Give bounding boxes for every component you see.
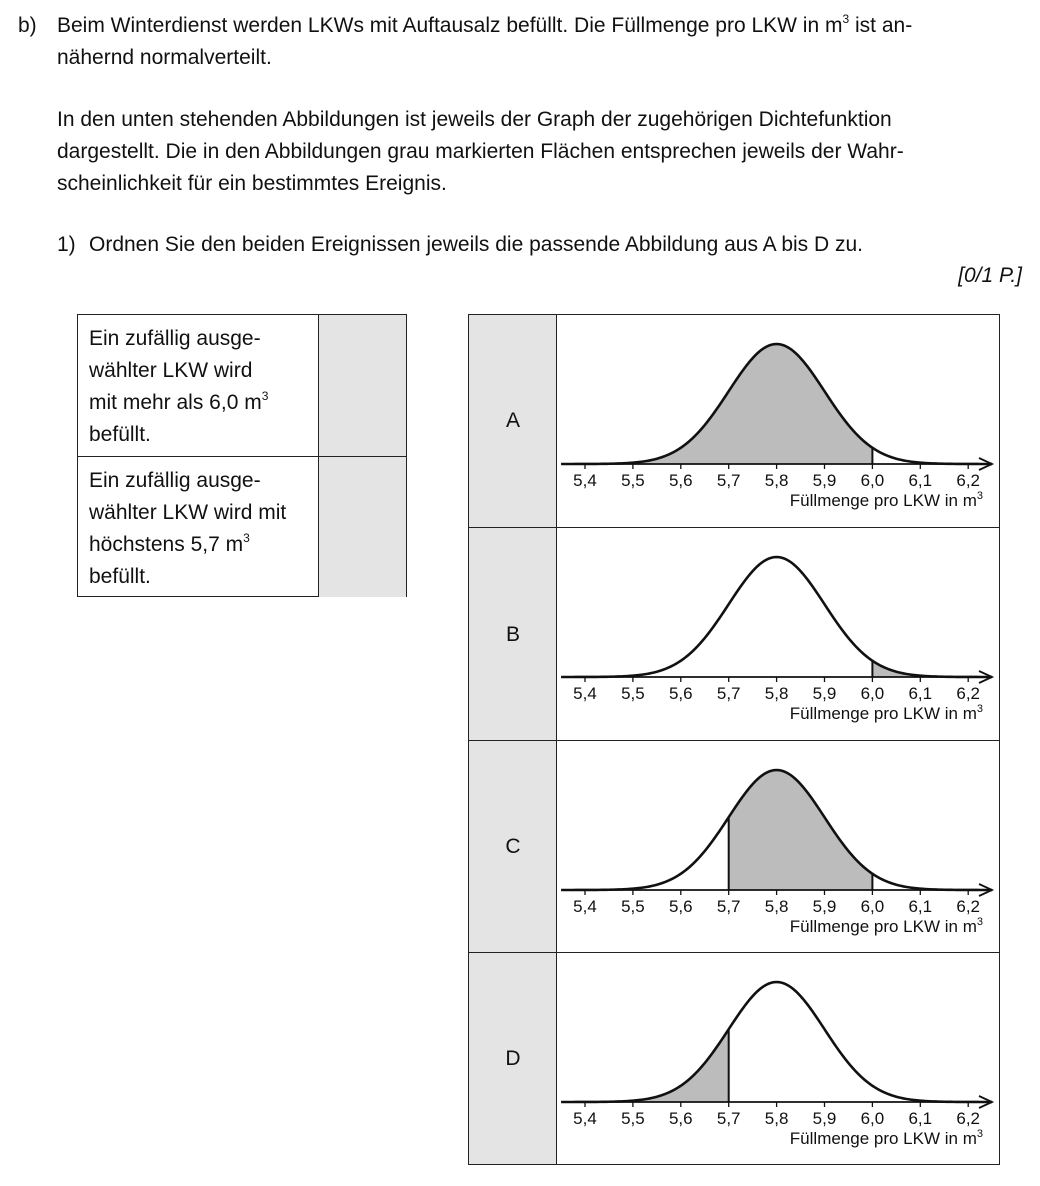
x-tick-label: 5,5 (621, 897, 645, 916)
intro-line: nähernd normalverteilt. (57, 46, 272, 69)
x-tick-label: 5,7 (716, 684, 741, 703)
context-line: In den unten stehenden Abbildungen ist jeweils der Graph der zugehörigen Dichtefunktion (57, 108, 892, 131)
x-tick-label: 5,8 (764, 471, 789, 490)
x-tick-label: 5,5 (621, 684, 645, 703)
x-tick-label: 6,2 (956, 897, 981, 916)
x-axis-label: Füllmenge pro LKW in $m^3$ (789, 916, 983, 936)
x-tick-label: 5,4 (573, 1109, 597, 1128)
x-tick-label: 6,0 (860, 684, 885, 703)
x-axis-label: Füllmenge pro LKW in $m^3$ (789, 490, 983, 510)
x-tick-label: 5,8 (764, 684, 789, 703)
intro-line: Beim Winterdienst werden LKWs mit Auftausalz befüllt. Die Füllmenge pro LKW in $m^3$ ist an- (57, 12, 913, 37)
figure-row-b (469, 527, 999, 741)
event-row (78, 315, 406, 456)
x-tick-label: 5,6 (668, 471, 693, 490)
figure-row-a (469, 315, 999, 527)
figure-row-c (469, 740, 999, 953)
density-graph-d (558, 953, 998, 1164)
x-tick-label: 5,8 (764, 897, 789, 916)
figure-letter: A (505, 409, 520, 432)
x-tick-label: 6,2 (956, 1109, 981, 1128)
x-tick-label: 5,9 (812, 471, 837, 490)
context-line: dargestellt. Die in den Abbildungen grau markierten Flächen entsprechen jeweils der Wahr- (57, 140, 904, 163)
answer-cell-event-2[interactable] (318, 457, 406, 597)
x-tick-label: 6,1 (908, 897, 933, 916)
x-tick-label: 5,7 (716, 1109, 741, 1128)
figure-letter-cell (469, 953, 557, 1164)
density-graph-c (558, 741, 998, 953)
subtask-text: Ordnen Sie den beiden Ereignissen jeweils die passende Abbildung aus A bis D zu. (89, 233, 864, 256)
answer-cell-event-1[interactable] (318, 315, 406, 456)
x-tick-label: 5,6 (668, 684, 693, 703)
figure-table (468, 314, 1000, 1165)
part-label: b) (18, 14, 37, 37)
x-tick-label: 6,0 (860, 897, 885, 916)
x-tick-label: 5,4 (573, 684, 597, 703)
x-tick-label: 5,4 (573, 897, 597, 916)
event-text: Ein zufällig ausge- wählter LKW wird mit höchstens 5,7 $m^3$ befüllt. (89, 469, 287, 588)
density-curve (561, 982, 992, 1102)
points-label: [0/1 P.] (958, 264, 1022, 287)
x-tick-label: 5,6 (668, 897, 693, 916)
event-text: Ein zufällig ausge- wählter LKW wird mit mehr als 6,0 $m^3$ befüllt. (89, 327, 269, 446)
x-tick-label: 5,4 (573, 471, 597, 490)
figure-letter: B (505, 622, 520, 646)
x-tick-label: 5,5 (621, 471, 645, 490)
events-table (77, 314, 407, 597)
x-tick-label: 5,9 (812, 897, 837, 916)
x-tick-label: 6,1 (908, 684, 933, 703)
subtask-label: 1) (57, 233, 76, 256)
context-line: scheinlichkeit für ein bestimmtes Ereignis. (57, 172, 447, 195)
x-tick-label: 5,7 (716, 897, 741, 916)
event-row (78, 456, 406, 597)
figure-letter: D (505, 1046, 521, 1070)
x-tick-label: 5,9 (812, 1109, 837, 1128)
figure-letter-cell (469, 741, 557, 953)
figure-letter: C (505, 835, 521, 858)
x-tick-label: 6,1 (908, 471, 933, 490)
x-tick-label: 6,0 (860, 471, 885, 490)
figure-letter-cell (469, 315, 557, 527)
x-tick-label: 5,9 (812, 684, 837, 703)
figure-letter-cell (469, 528, 557, 741)
figure-row-d (469, 952, 999, 1164)
x-tick-label: 5,6 (668, 1109, 693, 1128)
x-tick-label: 5,5 (621, 1109, 645, 1128)
density-curve (561, 557, 992, 677)
x-tick-label: 6,0 (860, 1109, 885, 1128)
task-context (57, 104, 1017, 200)
x-axis-label: Füllmenge pro LKW in $m^3$ (789, 703, 983, 723)
x-tick-label: 5,8 (764, 1109, 789, 1128)
x-tick-label: 6,2 (956, 471, 981, 490)
task-intro (57, 10, 1017, 74)
x-tick-label: 6,2 (956, 684, 981, 703)
x-tick-label: 6,1 (908, 1109, 933, 1128)
density-graph-a (558, 315, 998, 527)
x-tick-label: 5,7 (716, 471, 741, 490)
x-axis-label: Füllmenge pro LKW in $m^3$ (789, 1128, 983, 1148)
density-graph-b (558, 528, 998, 741)
shaded-area (561, 344, 872, 464)
